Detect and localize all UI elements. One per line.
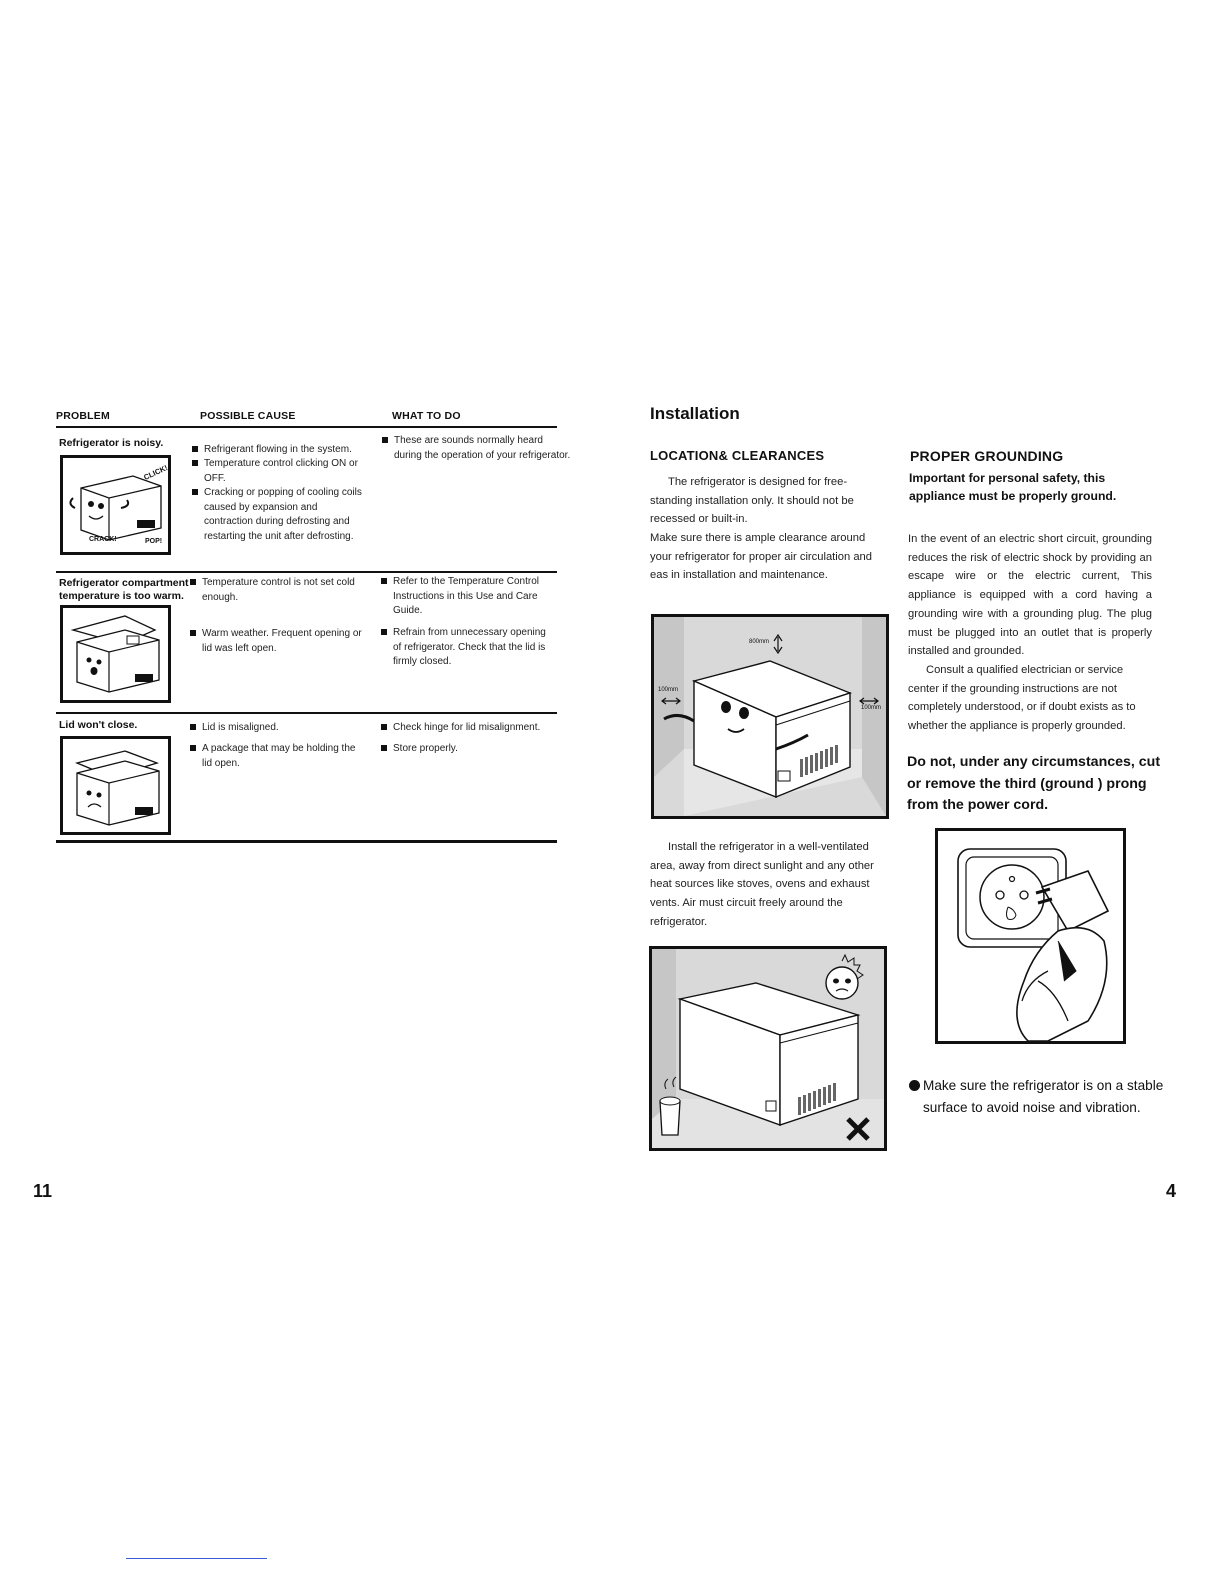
problem-lid-wont-close: Lid won't close. <box>59 719 138 731</box>
action-item: Refrain from unnecessary opening of refrigerator. Check that the lid is firmly closed. <box>381 626 556 670</box>
grounding-paragraph-2: Consult a qualified electrician or service center if the grounding instructions are not completely understood, or if doubt exists as to whether the appliance is properly grounded. <box>908 664 1136 733</box>
footer-link-line <box>126 1558 267 1559</box>
action-item: These are sounds normally heard during the operation of your refrigerator. <box>382 434 572 463</box>
warm-freezer-illustration <box>60 605 171 703</box>
cause-item: Temperature control clicking ON or OFF. <box>192 457 362 486</box>
row-divider <box>56 712 557 714</box>
page-number-left: 11 <box>33 1181 53 1201</box>
grounding-plug-illustration <box>935 828 1126 1044</box>
cause-item: Cracking or popping of cooling coils caused by expansion and contraction during defrosting and restarting the unit after defrosting. <box>192 486 362 544</box>
table-header-rule <box>56 426 557 428</box>
action-item: Check hinge for lid misalignment. <box>381 721 556 736</box>
header-possible-cause: POSSIBLE CAUSE <box>200 410 296 422</box>
location-heading: LOCATION& CLEARANCES <box>650 448 825 463</box>
location-paragraph-1: The refrigerator is designed for free-standing installation only. It should not be recessed or built-in. <box>650 476 854 526</box>
action-item: Store properly. <box>381 742 556 757</box>
grounding-warning: Do not, under any circumstances, cut or remove the third (ground ) prong from the power cord. <box>907 754 1161 813</box>
clearance-left-label: 100mm <box>658 687 679 693</box>
sound-pop: POP! <box>145 538 163 545</box>
lid-freezer-illustration <box>60 736 171 835</box>
problem-noisy: Refrigerator is noisy. <box>59 437 164 449</box>
grounding-important-note: Important for personal safety, this appliance must be properly ground. <box>909 471 1117 503</box>
page-number-right: 4 <box>1166 1181 1177 1201</box>
clearance-top-label: 800mm <box>749 639 770 645</box>
problem-too-warm: Refrigerator compartment temperature is too warm. <box>59 577 189 602</box>
cause-item: Lid is misaligned. <box>190 721 365 736</box>
cause-item: Temperature control is not set cold enough. <box>190 576 365 605</box>
grounding-paragraph-1: In the event of an electric short circuit, grounding reduces the risk of electric shock by providing an escape wire or the electric current, This appliance is equipped with a cord having a grounding wire with a grounding plug. The plug must be plugged into an outlet that is properly installed and grounded. <box>908 533 1152 658</box>
table-bottom-rule <box>56 840 557 843</box>
ventilation-diagram <box>649 946 887 1151</box>
stability-note: Make sure the refrigerator is on a stable surface to avoid noise and vibration. <box>909 1075 1179 1118</box>
cause-item: Warm weather. Frequent opening or lid was left open. <box>190 627 370 656</box>
header-what-to-do: WHAT TO DO <box>392 410 461 422</box>
location-paragraph-3: Install the refrigerator in a well-ventilated area, away from direct sunlight and any other heat sources like stoves, ovens and exhaust vents. Air must circuit freely around the refrigerator. <box>650 841 874 928</box>
grounding-heading: PROPER GROUNDING <box>910 448 1064 464</box>
noisy-freezer-illustration <box>60 455 171 555</box>
bullet-dot-icon <box>909 1080 920 1091</box>
sound-crack: CRACK! <box>89 536 117 543</box>
action-item: Refer to the Temperature Control Instructions in this Use and Care Guide. <box>381 575 551 619</box>
page-title: Installation <box>650 404 740 423</box>
cause-item: A package that may be holding the lid open. <box>190 742 365 771</box>
row-divider <box>56 571 557 573</box>
sound-click: CLICK! <box>142 463 170 482</box>
location-paragraph-2: Make sure there is ample clearance around your refrigerator for proper air circulation and eas in installation and maintenance. <box>650 532 872 582</box>
cause-item: Refrigerant flowing in the system. <box>192 443 362 458</box>
header-problem: PROBLEM <box>56 410 110 422</box>
clearance-right-label: 100mm <box>861 705 882 711</box>
clearance-diagram <box>651 614 889 819</box>
